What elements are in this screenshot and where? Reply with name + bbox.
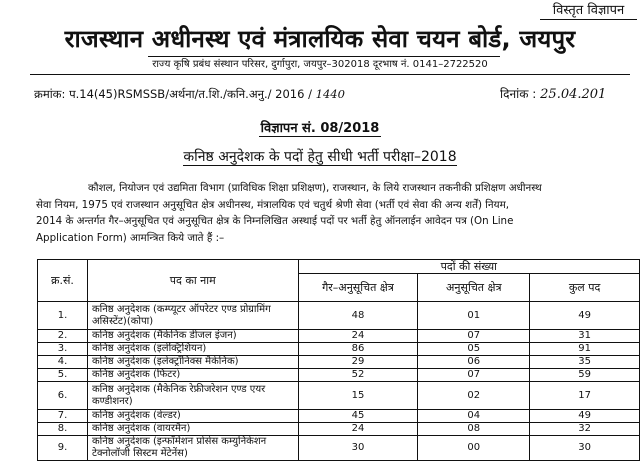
header-post-count: पदों की संख्या [298, 260, 639, 274]
cell-scheduled: 07 [418, 369, 530, 382]
cell-post-name: कनिष्ठ अनुदेशक (कम्प्यूटर ऑपरेटर एण्ड प्रोग्रामिंग असिस्टेंट)(कोपा) [87, 302, 298, 330]
cell-non-scheduled: 30 [298, 436, 418, 461]
cell-sno: 1. [38, 302, 88, 330]
cell-total: 32 [530, 423, 640, 436]
date-label: दिनांक : [500, 87, 537, 101]
cell-total: 17 [530, 382, 640, 410]
cell-scheduled: 00 [418, 436, 530, 461]
header-non-scheduled: गैर–अनुसूचित क्षेत्र [298, 274, 418, 302]
header-divider [30, 74, 630, 75]
cell-post-name: कनिष्ठ अनुदेशक (मैकेनिक डीजल इंजन) [87, 330, 298, 343]
organization-title: राजस्थान अधीनस्थ एवं मंत्रालयिक सेवा चयन बोर्ड, जयपुर [64, 25, 576, 53]
cell-non-scheduled: 29 [298, 356, 418, 369]
organization-address: राज्य कृषि प्रबंध संस्थान परिसर, दुर्गापुरा, जयपुर–302018 दूरभाष नं. 0141–2722520 [152, 59, 488, 70]
table-row [38, 302, 640, 330]
cell-total: 31 [530, 330, 640, 343]
intro-line: 2014 के अन्तर्गत गैर–अनुसूचित एवं अनुसूचित क्षेत्र के निम्नलिखित अस्थाई पदों पर भर्ती हेतु ऑनलाईन आवेदन पत्र (On Line [36, 215, 514, 227]
cell-non-scheduled: 15 [298, 382, 418, 410]
cell-post-name: कनिष्ठ अनुदेशक (फिटर) [87, 369, 298, 382]
cell-total: 30 [530, 436, 640, 461]
cell-total: 59 [530, 369, 640, 382]
cell-non-scheduled: 24 [298, 330, 418, 343]
reference-label: क्रमांक: [34, 87, 66, 101]
cell-sno: 6. [38, 382, 88, 410]
table-row [38, 436, 640, 461]
cell-non-scheduled: 52 [298, 369, 418, 382]
cell-total: 35 [530, 356, 640, 369]
exam-title: कनिष्ठ अनुदेशक के पदों हेतु सीधी भर्ती परीक्षा–2018 [183, 149, 457, 165]
header-total: कुल पद [530, 274, 640, 302]
table-row [38, 382, 640, 410]
issue-date [500, 86, 606, 103]
cell-scheduled: 07 [418, 330, 530, 343]
table-row [38, 356, 640, 369]
reference-handwritten: 1440 [315, 87, 345, 101]
cell-scheduled: 06 [418, 356, 530, 369]
posts-table-body [38, 302, 640, 461]
cell-sno: 5. [38, 369, 88, 382]
posts-table [37, 259, 640, 461]
cell-scheduled: 02 [418, 382, 530, 410]
cell-sno: 2. [38, 330, 88, 343]
reference-number [34, 86, 345, 102]
cell-sno: 9. [38, 436, 88, 461]
cell-non-scheduled: 48 [298, 302, 418, 330]
reference-printed: प.14(45)RSMSSB/अर्थना/त.शि./कनि.अनु./ 2016 / [69, 87, 312, 101]
cell-scheduled: 05 [418, 343, 530, 356]
table-row [38, 423, 640, 436]
title-underline [148, 56, 500, 57]
ad-number: विज्ञापन सं. 08/2018 [260, 121, 380, 136]
cell-sno: 7. [38, 410, 88, 423]
cell-sno: 4. [38, 356, 88, 369]
table-row [38, 369, 640, 382]
ad-type-badge: विस्तृत विज्ञापन [540, 3, 637, 20]
cell-sno: 3. [38, 343, 88, 356]
cell-post-name: कनिष्ठ अनुदेशक (इलेक्ट्रॉनिक्स मैकेनिक) [87, 356, 298, 369]
cell-post-name: कनिष्ठ अनुदेशक (वायरमैन) [87, 423, 298, 436]
cell-total: 49 [530, 410, 640, 423]
header-post-name: पद का नाम [87, 260, 298, 302]
header-scheduled: अनुसूचित क्षेत्र [418, 274, 530, 302]
cell-post-name: कनिष्ठ अनुदेशक (इन्फॉर्मेशन प्रोसेस कम्युनिकेशन टेक्नोलॉजी सिस्टम मेंटेनेंस) [87, 436, 298, 461]
cell-scheduled: 04 [418, 410, 530, 423]
cell-total: 91 [530, 343, 640, 356]
cell-post-name: कनिष्ठ अनुदेशक (मैकेनिक रेफ्रीजरेशन एण्ड एयर कण्डीशनर) [87, 382, 298, 410]
date-handwritten: 25.04.201 [540, 87, 607, 102]
cell-post-name: कनिष्ठ अनुदेशक (इलेक्ट्रिशियन) [87, 343, 298, 356]
table-row [38, 410, 640, 423]
cell-non-scheduled: 86 [298, 343, 418, 356]
cell-non-scheduled: 45 [298, 410, 418, 423]
header-sno: क्र.सं. [38, 260, 88, 302]
cell-sno: 8. [38, 423, 88, 436]
table-row [38, 343, 640, 356]
table-row [38, 330, 640, 343]
cell-non-scheduled: 24 [298, 423, 418, 436]
cell-post-name: कनिष्ठ अनुदेशक (वेल्डर) [87, 410, 298, 423]
intro-line: सेवा नियम, 1975 एवं राजस्थान अनुसूचित क्षेत्र अधीनस्थ, मंत्रालयिक एवं चतुर्थ श्रेणी सेवा (भर्ती एवं सेवा की अन्य शर्तें) नियम, [36, 198, 510, 211]
cell-scheduled: 08 [418, 423, 530, 436]
intro-line: Application Form) आमन्त्रित किये जाते हैं :– [36, 231, 225, 244]
cell-scheduled: 01 [418, 302, 530, 330]
cell-total: 49 [530, 302, 640, 330]
intro-line: कौशल, नियोजन एवं उद्यमिता विभाग (प्राविधिक शिक्षा प्रशिक्षण), राजस्थान, के लिये राजस्थान तकनीकी प्रशिक्षण अधीनस्थ [88, 182, 542, 194]
intro-paragraph [36, 180, 628, 246]
